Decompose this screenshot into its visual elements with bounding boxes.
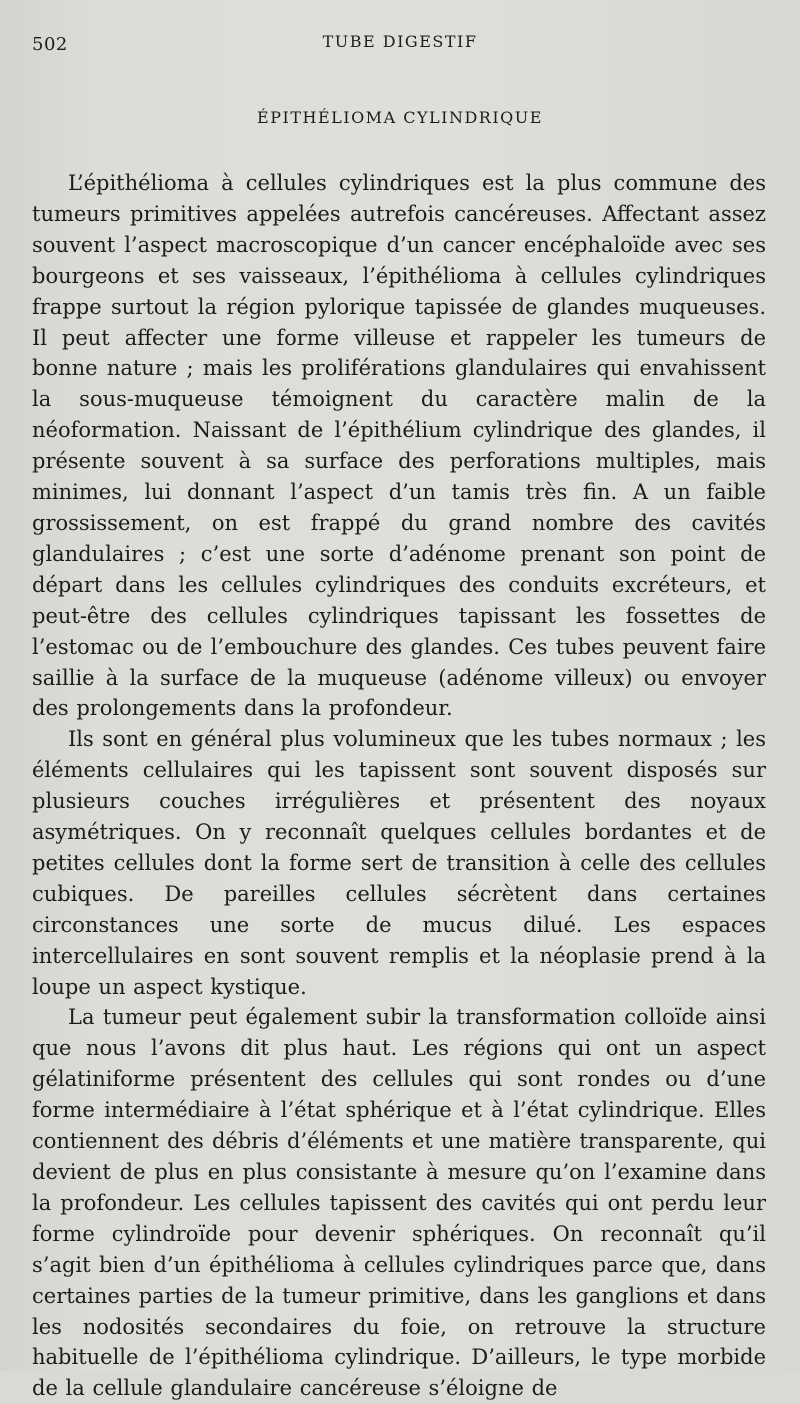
- page-number: 502: [32, 34, 68, 55]
- paragraph: Ils sont en général plus volumineux que les tubes normaux ; les éléments cellulaires qui les tapissent sont souvent disposés sur plusieurs couches irrégulières et présentent des noyaux asymétriques. On y reconnaît quelques cellules bordantes et de petites cellules dont la forme sert de transition à celle des cellules cubiques. De pareilles cellules sécrètent dans certaines circonstances une sorte de mucus dilué. Les espaces intercellulaires en sont souvent remplis et la néoplasie prend à la loupe un aspect kystique.: [32, 727, 766, 999]
- page-header: [32, 30, 768, 60]
- paragraph: L’épithélioma à cellules cylindriques est la plus commune des tumeurs primitives appelées autrefois cancéreuses. Affectant assez souvent l’aspect macroscopique d’un cancer encéphaloïde avec ses bourgeons et ses vaisseaux, l’épithélioma à cellules cylindriques frappe surtout la région pylorique tapissée de glandes muqueuses. Il peut affecter une forme villeuse et rappeler les tumeurs de bonne nature ; mais les proliférations glandulaires qui envahissent la sous-muqueuse témoignent du caractère malin de la néoformation. Naissant de l’épithélium cylindrique des glandes, il présente souvent à sa surface des perforations multiples, mais minimes, lui donnant l’aspect d’un tamis très fin. A un faible grossissement, on est frappé du grand nombre des cavités glandulaires ; c’est une sorte d’adénome prenant son point de départ dans les cellules cylindriques des conduits excréteurs, et peut-être des cellules cylindriques tapissant les fossettes de l’estomac ou de l’embouchure des glandes. Ces tubes peuvent faire saillie à la surface de la muqueuse (adénome villeux) ou envoyer des prolongements dans la profondeur.: [32, 171, 766, 721]
- body-text: [32, 168, 766, 1404]
- running-head: TUBE DIGESTIF: [322, 32, 478, 51]
- paragraph: La tumeur peut également subir la transformation colloïde ainsi que nous l’avons dit plus haut. Les régions qui ont un aspect gélatiniforme présentent des cellules qui sont rondes ou d’une forme intermédiaire à l’état sphérique et à l’état cylindrique. Elles contiennent des débris d’éléments et une matière transparente, qui devient de plus en plus consistante à mesure qu’on l’examine dans la profondeur. Les cellules tapissent des cavités qui ont perdu leur forme cylindroïde pour devenir sphériques. On reconnaît qu’il s’agit bien d’un épithélioma à cellules cylindriques parce que, dans certaines parties de la tumeur primitive, dans les ganglions et dans les nodosités secondaires du foie, on retrouve la structure habituelle de l’épithélioma cylindrique. D’ailleurs, le type morbide de la cellule glandulaire cancéreuse s’éloigne de: [32, 1005, 766, 1401]
- section-title: ÉPITHÉLIOMA CYLINDRIQUE: [257, 108, 543, 127]
